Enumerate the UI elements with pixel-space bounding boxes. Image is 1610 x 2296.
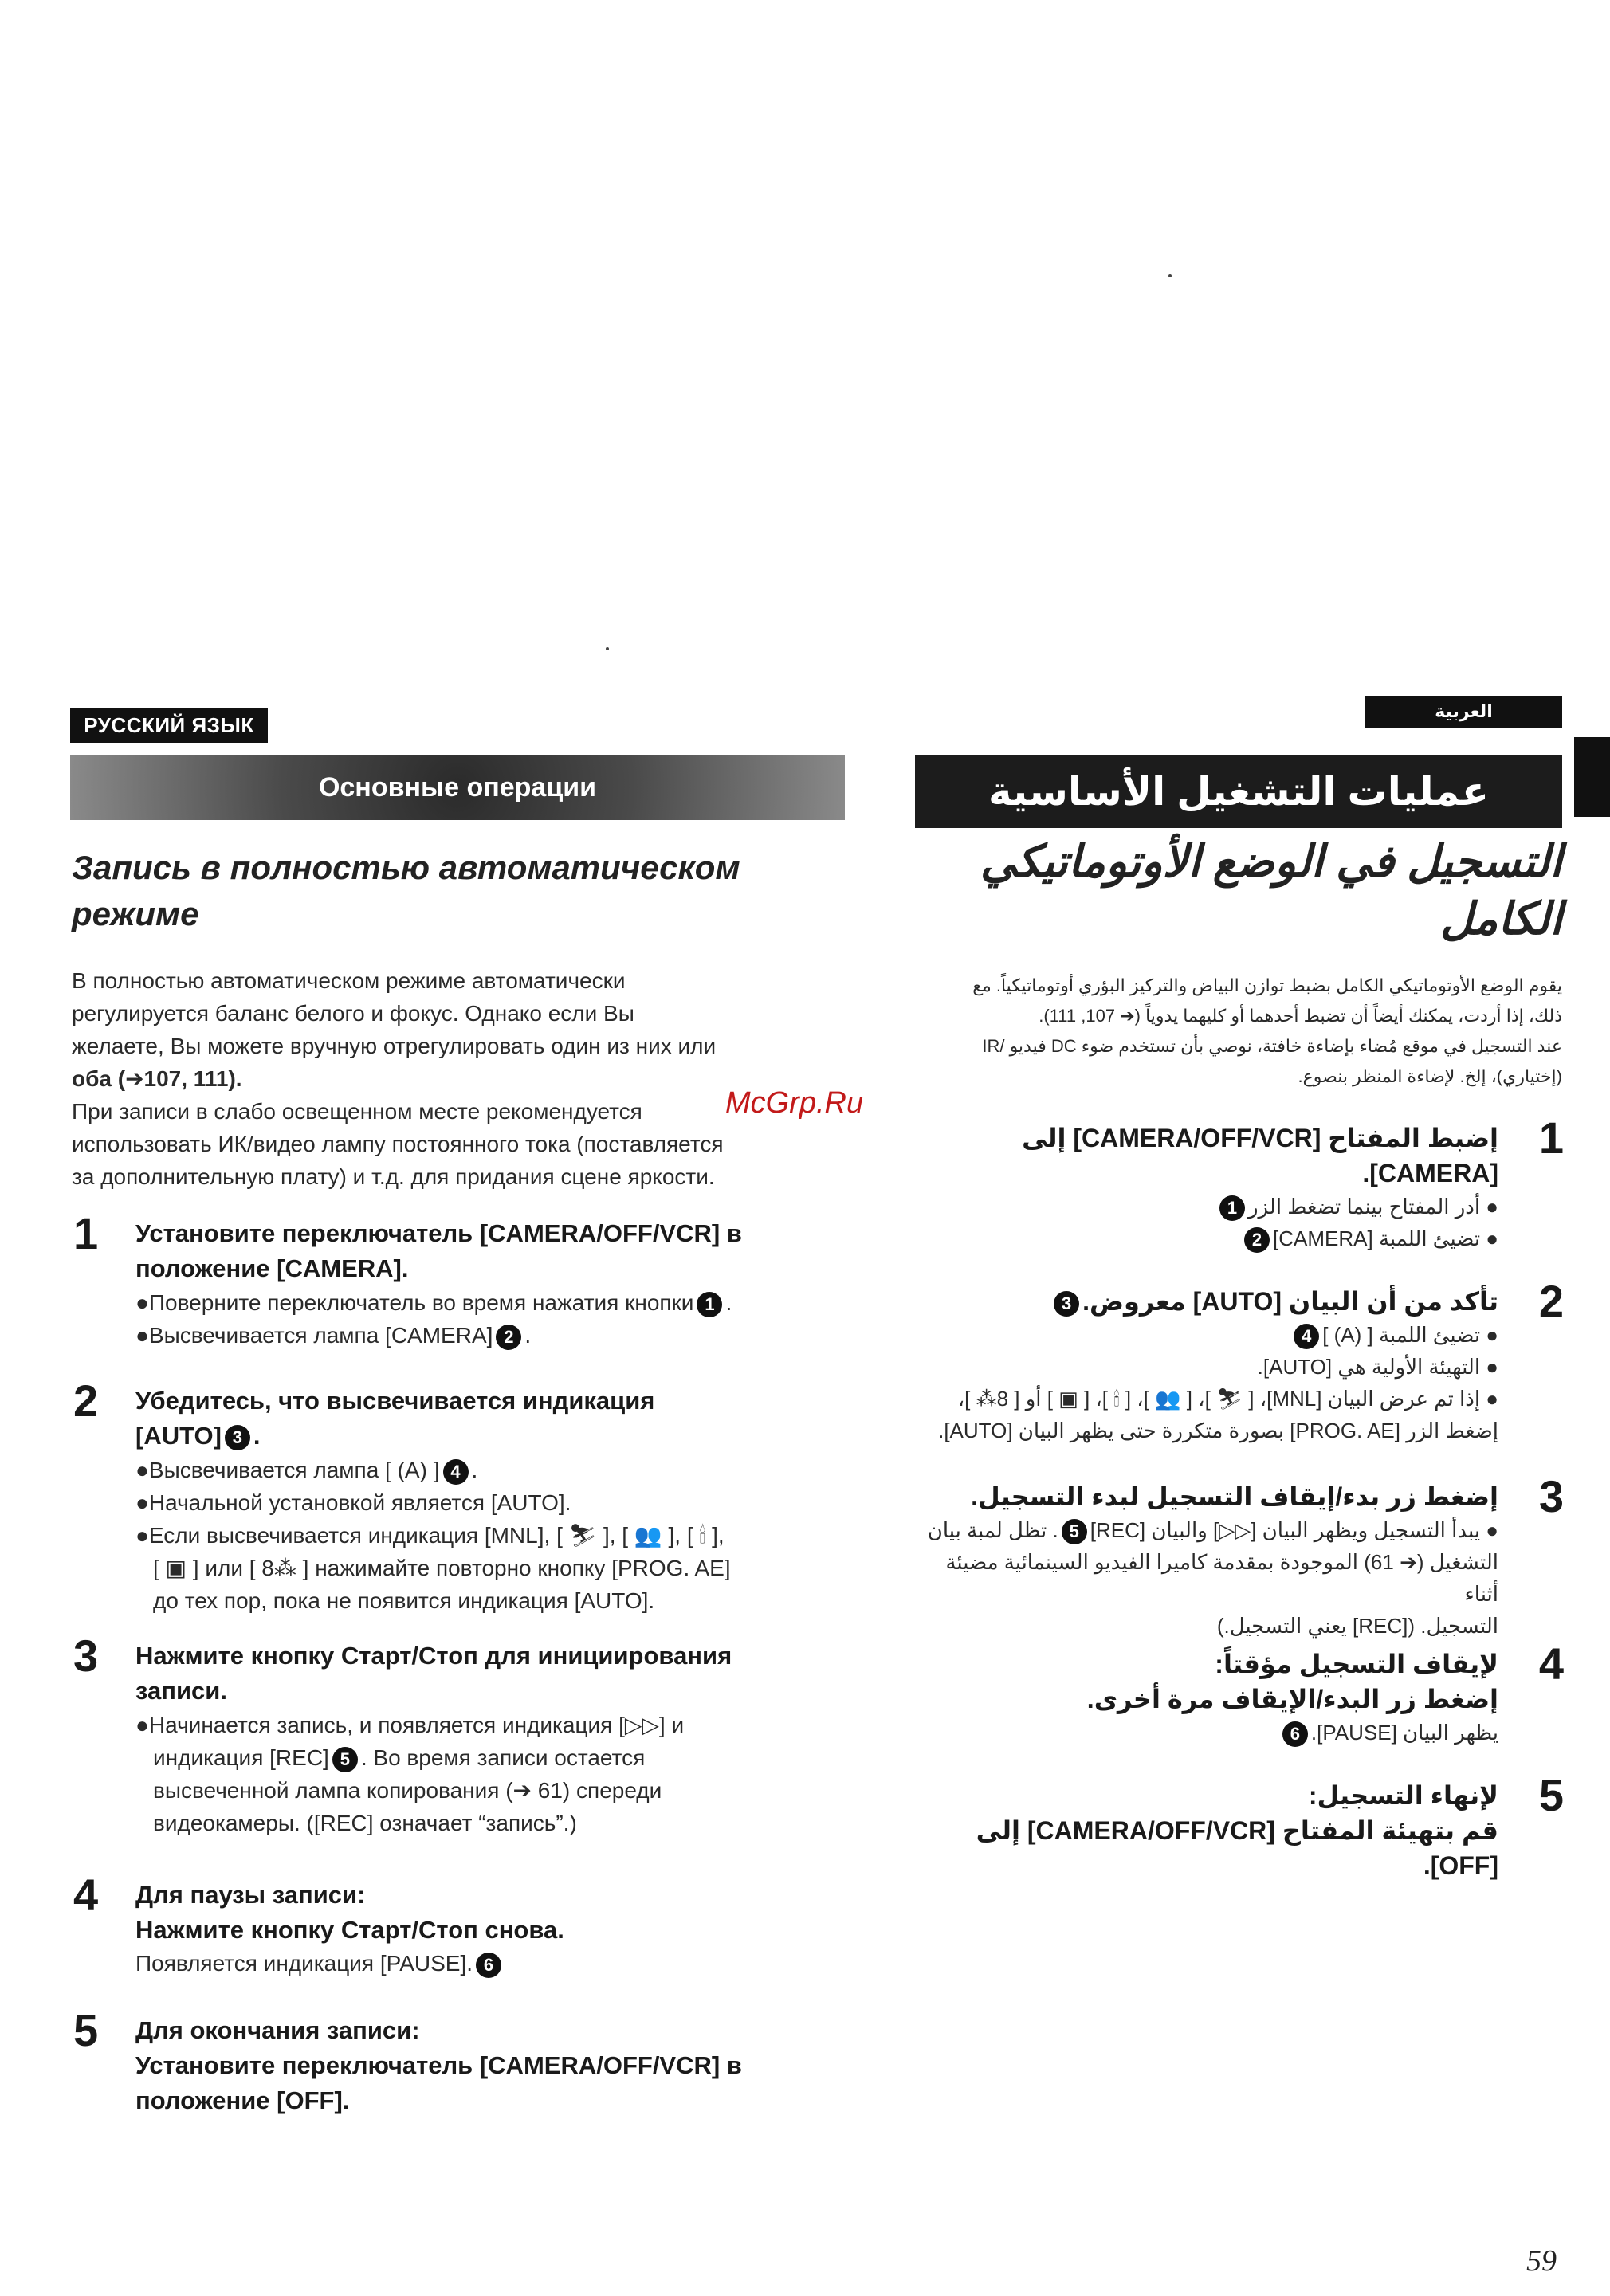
intro-russian [72, 964, 853, 1193]
bullet-text: . تظل لمبة بيان [927, 1518, 1058, 1542]
bullet: ● التهيئة الأولية هي [AUTO]. [1257, 1355, 1498, 1379]
bullet-text: ● يبدأ التسجيل ويظهر البيان [▷▷] والبيان [REC] [1090, 1518, 1498, 1542]
step-note-text: Появляется индикация [PAUSE]. [135, 1951, 473, 1976]
page-title-arabic [917, 833, 1562, 948]
bullet: ● إذا تم عرض البيان [MNL]، [ ⛷ ]، [ 👥 ]، [ 🕯 ]، [ ▣ ] أو [ 8⁂ ]، [957, 1387, 1498, 1411]
intro-line: ذلك، إذا أردت، يمكنك أيضاً أن تضبط أحدهما أو كليهما يدوياً (➔ 107, 111). [1039, 1006, 1562, 1026]
intro-line: оба (➔107, 111). [72, 1066, 242, 1091]
bullet-text: ●Поверните переключатель во время нажатия кнопки [135, 1290, 694, 1315]
step-number: 5 [1538, 1770, 1564, 1820]
bullet-text: ● أدر المفتاح بينما تضغط الزر [1248, 1195, 1498, 1219]
step-note [893, 1717, 1498, 1748]
title-ar-text: التسجيل في الوضع الأوتوماتيكي الكامل [980, 836, 1562, 944]
step-number: 3 [1538, 1471, 1564, 1521]
language-tab-russian: РУССКИЙ ЯЗЫК [70, 708, 268, 743]
callout-4-icon: 4 [1294, 1324, 1319, 1349]
section-bar-russian: Основные операции [70, 755, 845, 820]
callout-3-icon: 3 [1054, 1291, 1079, 1317]
intro-line: يقوم الوضع الأوتوماتيكي الكامل بضبط توازن البياض والتركيز البؤري أوتوماتيكياً. مع [972, 975, 1562, 995]
bullet-text: ●Высвечивается лампа [CAMERA] [135, 1323, 493, 1348]
intro-line: (إختياري)، إلخ. لإضاءة المنظر بنصوع. [1298, 1066, 1562, 1086]
intro-line: за дополнительную плату) и т.д. для придания сцене яркости. [72, 1164, 715, 1189]
step-heading: قم بتهيئة المفتاح [CAMERA/OFF/VCR] إلى [976, 1816, 1498, 1845]
scan-speck [606, 647, 609, 650]
step-heading: Для окончания записи: [135, 2016, 420, 2044]
step-body [893, 1646, 1498, 1748]
step-number: 4 [73, 1870, 99, 1920]
bullet: التشغيل (➔ 61) الموجودة بمقدمة كاميرا الفيديو السينمائية مضيئة أثناء [945, 1550, 1498, 1606]
section-bar-arabic: عمليات التشغيل الأساسية [915, 755, 1562, 828]
bullet [893, 1223, 1498, 1254]
intro-line: использовать ИК/видео лампу постоянного тока (поставляется [72, 1132, 724, 1156]
intro-line: В полностью автоматическом режиме автоматически [72, 968, 626, 993]
bullet: ●Высвечивается лампа [CAMERA] 2 . [135, 1319, 869, 1352]
bullet [893, 1191, 1498, 1223]
bullet: إضغط الزر [PROG. AE] بصورة متكررة حتى يظهر البيان [AUTO]. [938, 1419, 1498, 1442]
step-heading [893, 1284, 1498, 1319]
step-heading: لإنهاء التسجيل: [1308, 1781, 1498, 1810]
step-heading: إضبط المفتاح [CAMERA/OFF/VCR] إلى [1022, 1124, 1498, 1152]
page-number: 59 [1526, 2244, 1557, 2278]
step-heading: положение [OFF]. [135, 2086, 350, 2114]
step-body [135, 1383, 869, 1617]
title-ru-text: Запись в полностью автоматическом режиме [72, 849, 740, 932]
step-heading: Нажмите кнопку Старт/Стоп для инициирования [135, 1642, 732, 1670]
bullet: ●Начальной установкой является [AUTO]. [135, 1490, 571, 1515]
intro-arabic [925, 971, 1562, 1092]
step-heading-text: تأكد من أن البيان [AUTO] معروض. [1082, 1287, 1498, 1316]
step-body [135, 2013, 869, 2118]
step-heading: Установите переключатель [CAMERA/OFF/VCR] в [135, 1219, 742, 1247]
step-heading: [OFF]. [1423, 1851, 1498, 1880]
bullet: ●Начинается запись, и появляется индикация [▷▷] и [135, 1713, 685, 1737]
bullet: до тех пор, пока не появится индикация [AUTO]. [153, 1588, 655, 1613]
watermark: McGrp.Ru [725, 1086, 864, 1120]
step-number: 5 [73, 2005, 99, 2055]
step-heading-text: [AUTO] [135, 1422, 222, 1450]
bullet: видеокамеры. ([REC] означает “запись”.) [153, 1811, 577, 1835]
step-note-text: يظهر البيان [PAUSE]. [1310, 1721, 1498, 1745]
step-body [135, 1639, 869, 1839]
step-body [135, 1878, 869, 1980]
step-heading: إضغط زر البدء/الإيقاف مرة أخرى. [1086, 1685, 1498, 1713]
bullet-text: ● تضيئ اللمبة [ (A) ] [1322, 1323, 1498, 1347]
step-heading: إضغط زر بدء/إيقاف التسجيل لبدء التسجيل. [971, 1482, 1498, 1511]
bullet: التسجيل. ([REC] يعني التسجيل.) [1216, 1614, 1498, 1638]
callout-2-icon: 2 [1244, 1227, 1270, 1253]
step-number: 1 [73, 1208, 99, 1258]
bullet-text: ● تضيئ اللمبة [CAMERA] [1273, 1226, 1498, 1250]
callout-6-icon: 6 [476, 1953, 501, 1978]
callout-4-icon: 4 [443, 1459, 469, 1485]
step-heading: записи. [135, 1677, 227, 1705]
scan-speck [1168, 274, 1172, 277]
edge-index-tab [1574, 737, 1610, 817]
callout-3-icon: 3 [225, 1425, 250, 1450]
step-heading: [CAMERA]. [1362, 1159, 1498, 1187]
language-tab-arabic: العربية [1365, 696, 1562, 728]
callout-2-icon: 2 [496, 1325, 521, 1350]
step-heading: [AUTO] 3 . [135, 1422, 261, 1450]
bullet [893, 1514, 1498, 1546]
callout-1-icon: 1 [697, 1292, 722, 1317]
bullet-text: . Во время записи остается [360, 1745, 646, 1770]
bullet: высвеченной лампа копирования (➔ 61) спереди [153, 1778, 662, 1803]
callout-5-icon: 5 [332, 1747, 358, 1772]
callout-5-icon: 5 [1062, 1519, 1087, 1544]
bullet: ●Если высвечивается индикация [MNL], [ ⛷ ], [ 👥 ], [ 🕯 ], [135, 1523, 724, 1548]
step-body [135, 1216, 869, 1352]
page-title-russian [72, 845, 845, 937]
bullet: [ ▣ ] или [ 8⁂ ] нажимайте повторно кнопку [PROG. AE] [153, 1556, 731, 1580]
callout-1-icon: 1 [1219, 1195, 1245, 1221]
step-heading: положение [CAMERA]. [135, 1254, 409, 1282]
step-body [893, 1121, 1498, 1254]
bullet: ●Высвечивается лампа [ (A) ] 4 . [135, 1454, 869, 1486]
step-heading: Нажмите кнопку Старт/Стоп снова. [135, 1916, 564, 1944]
bullet: ●Поверните переключатель во время нажатия кнопки 1 . [135, 1286, 869, 1319]
step-number: 1 [1538, 1113, 1564, 1163]
bullet-text: ●Высвечивается лампа [ (A) ] [135, 1458, 440, 1482]
step-number: 4 [1538, 1639, 1564, 1689]
callout-6-icon: 6 [1282, 1721, 1308, 1747]
step-body [893, 1778, 1498, 1883]
step-number: 2 [73, 1376, 99, 1426]
bullet [893, 1319, 1498, 1351]
step-note [135, 1948, 869, 1980]
intro-line: عند التسجيل في موقع مُضاء بإضاءة خافتة، نوصي بأن تستخدم ضوء DC فيديو /IR [982, 1036, 1562, 1056]
step-body [893, 1479, 1498, 1642]
intro-line: При записи в слабо освещенном месте рекомендуется [72, 1099, 642, 1124]
bullet-text: индикация [REC] [153, 1745, 329, 1770]
step-body [893, 1284, 1498, 1446]
step-heading: Установите переключатель [CAMERA/OFF/VCR] в [135, 2051, 742, 2079]
bullet [135, 1741, 869, 1774]
intro-line: регулируется баланс белого и фокус. Однако если Вы [72, 1001, 634, 1026]
step-heading: لإيقاف التسجيل مؤقتاً: [1215, 1650, 1498, 1678]
step-number: 2 [1538, 1276, 1564, 1326]
step-number: 3 [73, 1631, 99, 1681]
step-heading: Для паузы записи: [135, 1881, 366, 1909]
intro-line: желаете, Вы можете вручную отрегулировать один из них или [72, 1034, 717, 1058]
step-heading: Убедитесь, что высвечивается индикация [135, 1387, 655, 1415]
